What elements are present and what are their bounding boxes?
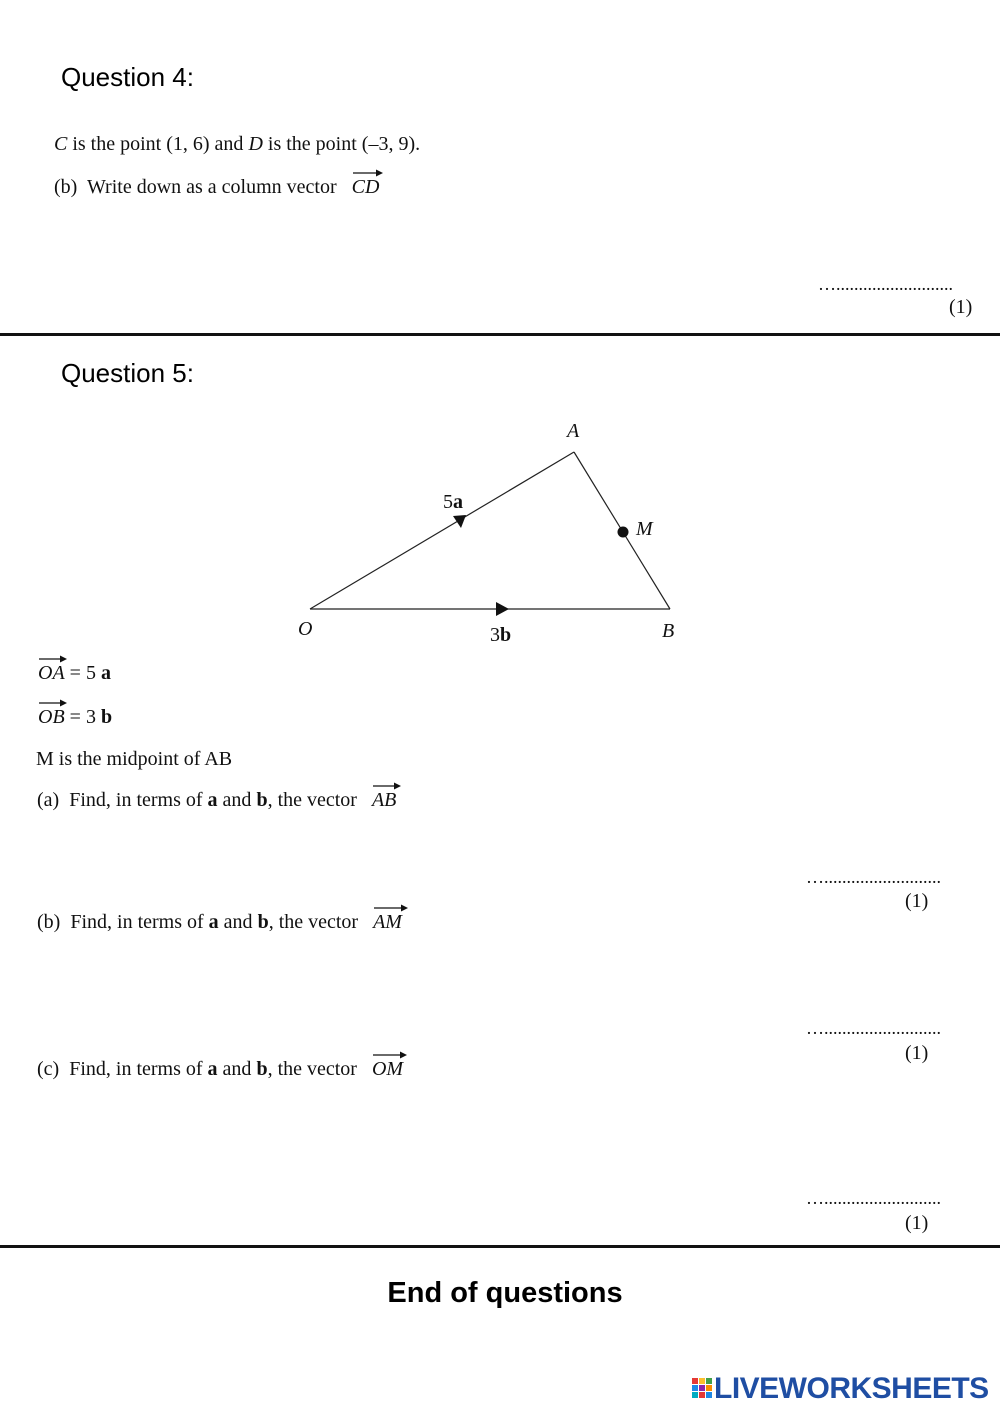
bold-a: a — [207, 789, 218, 811]
question-4-heading: Question 4: — [61, 62, 194, 92]
question-5-heading: Question 5: — [61, 358, 194, 388]
question-4-given — [54, 133, 420, 156]
bold-b: b — [256, 1058, 268, 1080]
liveworksheets-logo-icon — [692, 1376, 714, 1402]
point-b-label: B — [662, 620, 675, 642]
arrow-over-icon — [352, 168, 384, 178]
part-text-2: and — [217, 1058, 257, 1080]
part-text-2: and — [217, 789, 257, 811]
question-5-part-b — [37, 905, 402, 934]
point-m-label: M — [636, 518, 653, 540]
given-text-1: is the point (1, 6) and — [67, 133, 249, 155]
side-oa — [310, 452, 574, 609]
arrow-over-icon — [372, 1050, 408, 1060]
part-label: (c) — [37, 1058, 60, 1080]
midpoint-statement: M is the midpoint of AB — [36, 748, 233, 770]
q5b-answer-line[interactable]: ….......................... — [806, 1018, 941, 1038]
part-text-1: Find, in terms of — [70, 911, 209, 933]
label-3b-num: 3 — [490, 624, 500, 646]
bold-b: b — [256, 789, 268, 811]
divider-1 — [0, 333, 1000, 336]
point-m-dot — [618, 527, 629, 538]
label-3b — [490, 624, 511, 647]
part-text-3: , the vector — [267, 789, 357, 811]
vector-cd-label: CD — [351, 176, 380, 198]
q4-answer-line[interactable]: ….......................... — [818, 274, 953, 294]
part-label: (b) — [54, 176, 78, 198]
question-5-part-c — [37, 1052, 403, 1081]
vector-oa-label: OA — [38, 662, 65, 684]
part-text: Write down as a column vector — [86, 176, 337, 198]
point-d-label: D — [248, 133, 263, 155]
arrow-over-icon — [373, 903, 409, 913]
q5a-marks: (1) — [905, 890, 929, 912]
q5b-marks: (1) — [905, 1042, 929, 1064]
def-oa-bold: a — [100, 662, 111, 684]
liveworksheets-logo[interactable] — [692, 1372, 989, 1406]
vector-ab-label: AB — [371, 789, 397, 811]
q5c-answer-line[interactable]: ….......................... — [806, 1188, 941, 1208]
bold-b: b — [257, 911, 269, 933]
label-5a-num: 5 — [443, 491, 453, 513]
vector-ob-label: OB — [38, 706, 65, 728]
part-text-1: Find, in terms of — [69, 789, 208, 811]
def-oa-rhs: = 5 — [69, 662, 96, 684]
part-text-3: , the vector — [267, 1058, 357, 1080]
question-5-part-a — [37, 783, 396, 812]
end-of-questions-title: End of questions — [387, 1277, 623, 1309]
arrow-over-icon — [38, 654, 68, 664]
part-text-1: Find, in terms of — [69, 1058, 208, 1080]
point-a-label: A — [567, 420, 580, 442]
def-ob — [38, 700, 112, 729]
q5a-answer-line[interactable]: ….......................... — [806, 867, 941, 887]
part-label: (b) — [37, 911, 61, 933]
vector-am-label: AM — [373, 911, 402, 933]
arrow-over-icon — [372, 781, 402, 791]
triangle-diagram — [280, 410, 720, 650]
q5c-marks: (1) — [905, 1212, 929, 1234]
logo-text: LIVEWORKSHEETS — [714, 1372, 989, 1405]
def-ob-bold: b — [100, 706, 113, 728]
label-3b-vec: b — [500, 624, 512, 646]
vector-cd — [352, 170, 380, 199]
bold-a: a — [208, 911, 219, 933]
q4-marks: (1) — [949, 296, 973, 318]
label-5a — [443, 491, 463, 514]
bold-a: a — [207, 1058, 218, 1080]
point-c-label: C — [54, 133, 68, 155]
question-4-part-b — [54, 170, 379, 199]
label-5a-vec: a — [453, 491, 463, 513]
point-o-label: O — [298, 618, 313, 640]
arrow-ob-icon — [496, 602, 509, 616]
divider-2 — [0, 1245, 1000, 1248]
part-text-2: and — [218, 911, 258, 933]
vector-om-label: OM — [371, 1058, 404, 1080]
given-text-2: is the point (–3, 9). — [262, 133, 421, 155]
arrow-oa-icon — [453, 515, 466, 528]
vector-oa — [38, 656, 65, 685]
vector-ab — [372, 783, 396, 812]
vector-ob — [38, 700, 65, 729]
def-oa — [38, 656, 111, 685]
vector-om — [372, 1052, 403, 1081]
vector-am — [373, 905, 402, 934]
arrow-over-icon — [38, 698, 68, 708]
def-ob-rhs: = 3 — [69, 706, 96, 728]
part-label: (a) — [37, 789, 60, 811]
part-text-3: , the vector — [268, 911, 359, 933]
